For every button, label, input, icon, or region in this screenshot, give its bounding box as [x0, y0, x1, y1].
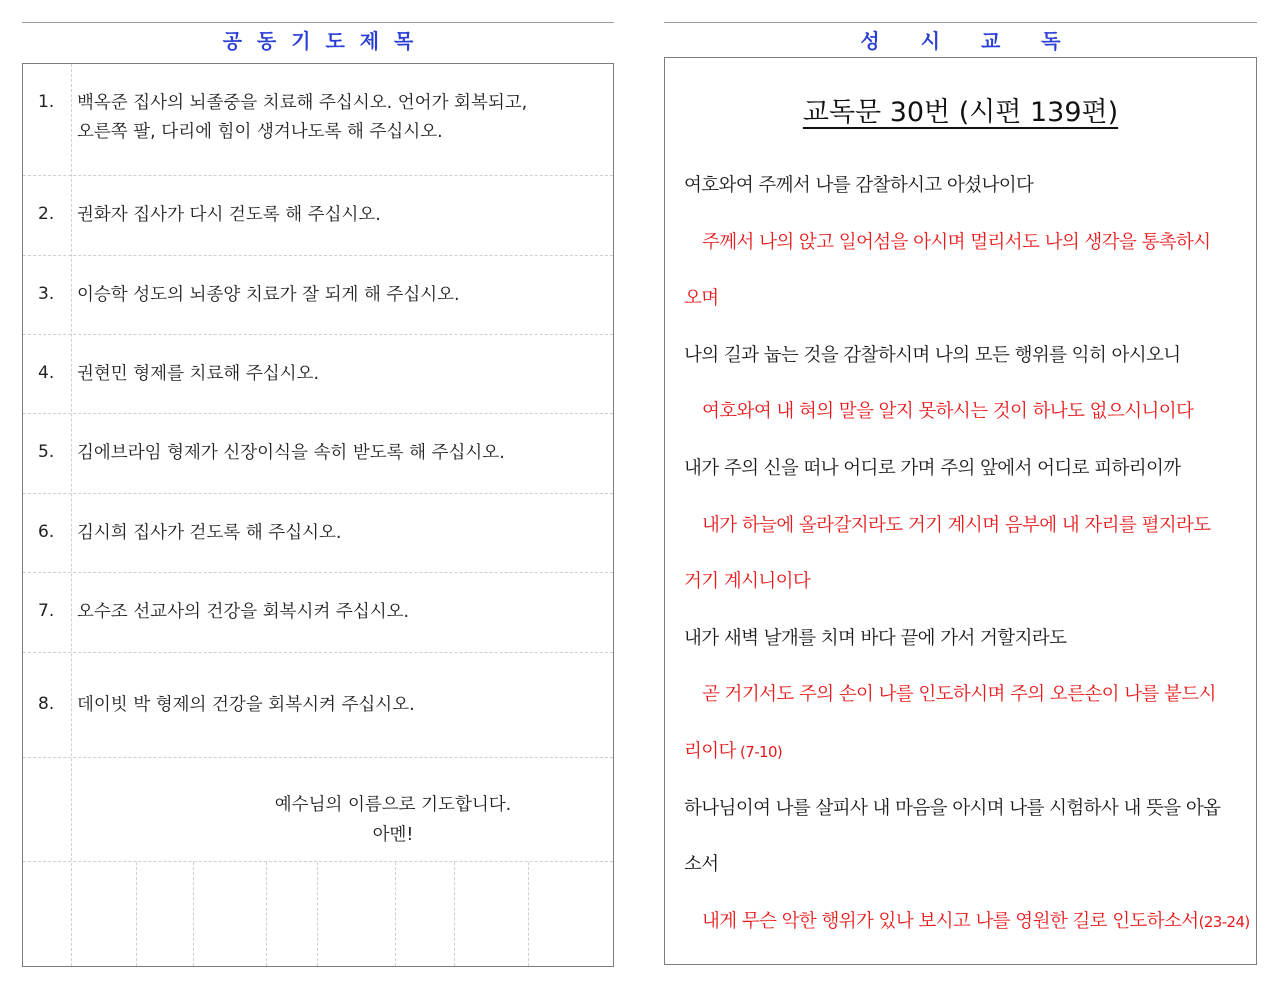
verse-leader — [684, 441, 1254, 498]
verse-text: 소서 — [684, 854, 719, 876]
prayer-item — [23, 414, 613, 494]
prayer-item-number: 2. — [38, 204, 55, 224]
verse-text: 내가 하늘에 올라갈지라도 거기 계시며 음부에 내 자리를 펼지라도 — [702, 514, 1211, 536]
prayer-item-number: 6. — [38, 522, 55, 542]
prayer-item-number: 1. — [38, 92, 55, 112]
verse-text: 여호와여 내 혀의 말을 알지 못하시는 것이 하나도 없으시니이다 — [702, 401, 1194, 423]
verse-text: 주께서 나의 앉고 일어섬을 아시며 멀리서도 나의 생각을 통촉하시 — [702, 231, 1211, 253]
verse-text: 내가 새벽 날개를 치며 바다 끝에 가서 거할지라도 — [684, 627, 1067, 649]
verse-response — [684, 724, 1254, 781]
verse-text: 리이다 — [684, 740, 736, 762]
reading-box — [664, 57, 1257, 965]
grid-divider — [266, 862, 267, 966]
prayer-item-line: 데이빗 박 형제의 건강을 회복시켜 주십시오. — [77, 695, 415, 715]
verse-text: 내가 주의 신을 떠나 어디로 가며 주의 앞에서 어디로 피하리이까 — [684, 457, 1181, 479]
prayer-item-line: 권현민 형제를 치료해 주십시오. — [77, 364, 320, 384]
reading-panel — [664, 22, 1257, 932]
reading-title — [665, 90, 1256, 129]
prayer-item — [23, 176, 613, 256]
prayer-item-text — [77, 89, 583, 147]
prayer-item — [23, 64, 613, 176]
prayer-item-line: 백옥준 집사의 뇌졸중을 치료해 주십시오. 언어가 회복되고, — [77, 93, 528, 113]
prayer-item-text — [77, 281, 583, 310]
prayer-item-text — [77, 360, 583, 389]
prayer-item-number: 8. — [38, 694, 55, 714]
verse-leader — [684, 611, 1254, 668]
prayer-panel — [22, 22, 614, 845]
row-divider — [23, 861, 613, 862]
reading-header: 성 시 교 독 — [860, 29, 1061, 53]
verse-text: 거기 계시니이다 — [684, 571, 811, 593]
prayer-header: 공 동 기 도 제 목 — [222, 29, 414, 53]
prayer-item — [23, 653, 613, 758]
grid-divider — [395, 862, 396, 966]
closing-line: 예수님의 이름으로 기도합니다. — [274, 795, 512, 815]
verse-response — [684, 894, 1254, 951]
verse-list — [684, 158, 1254, 950]
grid-divider — [528, 862, 529, 966]
prayer-item-text — [77, 519, 583, 548]
grid-divider — [193, 862, 194, 966]
prayer-item-text — [77, 598, 583, 627]
grid-divider — [317, 862, 318, 966]
verse-text: 오며 — [684, 288, 719, 310]
verse-leader — [684, 328, 1254, 385]
verse-text: 곧 거기서도 주의 손이 나를 인도하시며 주의 오른손이 나를 붙드시 — [702, 684, 1216, 706]
verse-reference: (23-24) — [1198, 912, 1250, 931]
verse-response — [684, 667, 1254, 724]
prayer-list-box — [22, 63, 614, 967]
prayer-item-line: 오수조 선교사의 건강을 회복시켜 주십시오. — [77, 602, 410, 622]
verse-leader — [684, 837, 1254, 894]
prayer-item — [23, 573, 613, 653]
prayer-item-line: 김시희 집사가 걷도록 해 주십시오. — [77, 523, 342, 543]
prayer-item — [23, 494, 613, 573]
prayer-item-line: 권화자 집사가 다시 걷도록 해 주십시오. — [77, 205, 381, 225]
prayer-item-line: 오른쪽 팔, 다리에 힘이 생겨나도록 해 주십시오. — [77, 122, 443, 142]
prayer-item-text — [77, 201, 583, 230]
prayer-item-line: 이승학 성도의 뇌종양 치료가 잘 되게 해 주십시오. — [77, 285, 460, 305]
verse-leader — [684, 158, 1254, 215]
prayer-item-number: 7. — [38, 601, 55, 621]
prayer-item-number: 4. — [38, 363, 55, 383]
verse-text: 하나님이여 나를 살피사 내 마음을 아시며 나를 시험하사 내 뜻을 아옵 — [684, 797, 1221, 819]
verse-text: 나의 길과 눕는 것을 감찰하시며 나의 모든 행위를 익히 아시오니 — [684, 344, 1181, 366]
prayer-item-text — [77, 691, 583, 720]
verse-response — [684, 271, 1254, 328]
verse-response — [684, 384, 1254, 441]
prayer-item-number: 5. — [38, 442, 55, 462]
verse-reference: (7-10) — [735, 742, 783, 761]
prayer-item-line: 김에브라임 형제가 신장이식을 속히 받도록 해 주십시오. — [77, 443, 505, 463]
grid-divider — [454, 862, 455, 966]
verse-text: 내게 무슨 악한 행위가 있나 보시고 나를 영원한 길로 인도하소서 — [702, 910, 1199, 932]
verse-response — [684, 215, 1254, 272]
verse-leader — [684, 781, 1254, 838]
amen-line: 아멘! — [372, 825, 414, 845]
prayer-item — [23, 256, 613, 335]
grid-divider — [136, 862, 137, 966]
prayer-item-number: 3. — [38, 284, 55, 304]
prayer-item — [23, 335, 613, 414]
verse-response — [684, 498, 1254, 555]
closing-prayer — [23, 790, 613, 850]
verse-response — [684, 554, 1254, 611]
verse-text: 여호와여 주께서 나를 감찰하시고 아셨나이다 — [684, 175, 1034, 196]
reading-title-text: 교독문 30번 (시편 139편) — [802, 97, 1119, 128]
prayer-item-text — [77, 439, 583, 468]
